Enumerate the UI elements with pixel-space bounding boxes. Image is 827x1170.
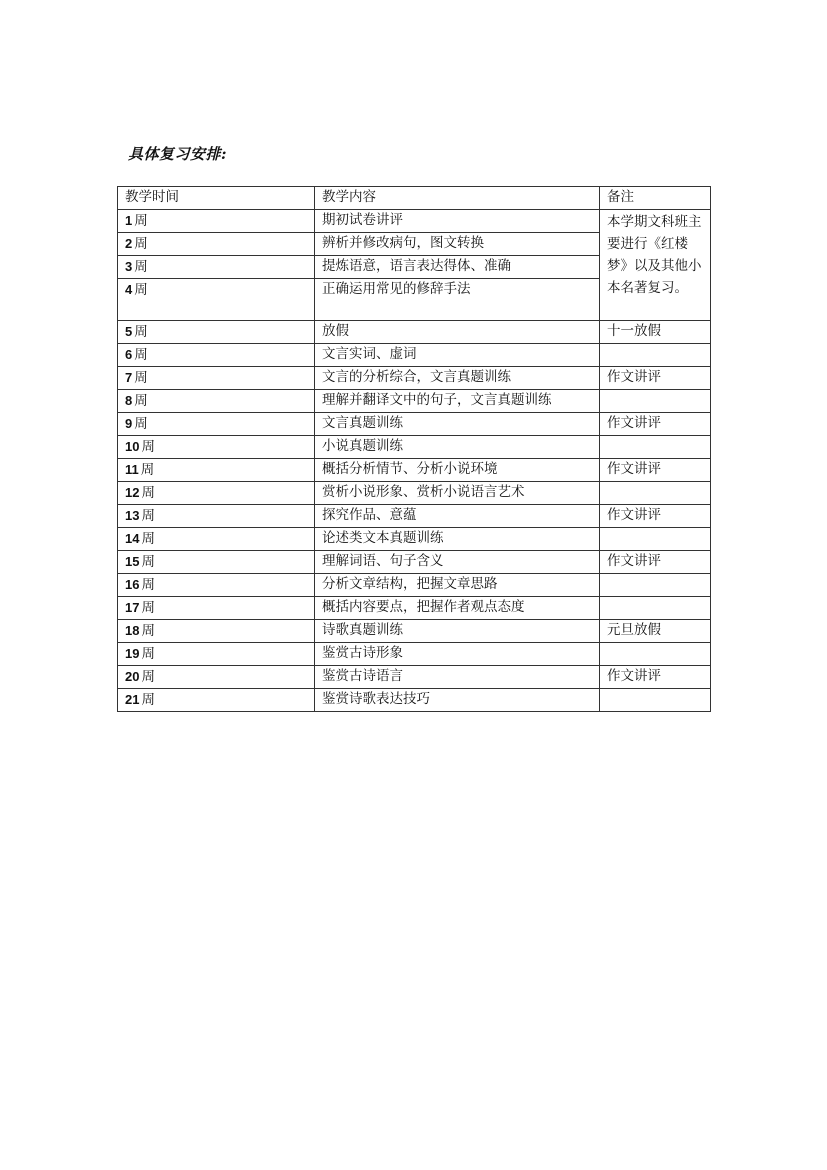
week-suffix: 周 bbox=[134, 258, 148, 275]
week-suffix: 周 bbox=[141, 507, 155, 524]
remark-cell bbox=[600, 389, 711, 412]
table-row bbox=[118, 527, 711, 550]
table-row bbox=[118, 209, 711, 232]
table-row bbox=[118, 343, 711, 366]
week-number: 21 bbox=[125, 691, 140, 707]
week-number: 8 bbox=[125, 392, 133, 408]
table-row bbox=[118, 665, 711, 688]
week-cell bbox=[118, 481, 315, 504]
week-number: 12 bbox=[125, 484, 140, 500]
week-suffix: 周 bbox=[134, 281, 148, 298]
week-suffix: 周 bbox=[141, 553, 155, 570]
week-suffix: 周 bbox=[141, 668, 155, 685]
week-number: 11 bbox=[125, 461, 139, 477]
week-number: 3 bbox=[125, 258, 133, 274]
content-cell: 鉴赏古诗语言 bbox=[315, 665, 600, 688]
remark-cell bbox=[600, 435, 711, 458]
week-cell bbox=[118, 665, 315, 688]
week-cell bbox=[118, 412, 315, 435]
content-cell: 赏析小说形象、赏析小说语言艺术 bbox=[315, 481, 600, 504]
remark-cell: 作文讲评 bbox=[600, 665, 711, 688]
week-number: 6 bbox=[125, 346, 133, 362]
content-cell: 文言的分析综合，文言真题训练 bbox=[315, 366, 600, 389]
week-cell bbox=[118, 343, 315, 366]
week-cell bbox=[118, 504, 315, 527]
week-cell bbox=[118, 458, 315, 481]
content-cell: 放假 bbox=[315, 320, 600, 343]
table-row bbox=[118, 596, 711, 619]
table-row bbox=[118, 642, 711, 665]
review-schedule-table bbox=[117, 186, 711, 712]
table-row bbox=[118, 389, 711, 412]
week-cell bbox=[118, 278, 315, 320]
week-number: 4 bbox=[125, 281, 133, 297]
table-body bbox=[118, 209, 711, 711]
table-row bbox=[118, 688, 711, 711]
page-heading: 具体复习安排: bbox=[128, 145, 228, 163]
remark-cell: 作文讲评 bbox=[600, 412, 711, 435]
week-suffix: 周 bbox=[141, 691, 155, 708]
week-suffix: 周 bbox=[141, 484, 155, 501]
content-cell: 分析文章结构，把握文章思路 bbox=[315, 573, 600, 596]
week-cell bbox=[118, 642, 315, 665]
content-cell: 辨析并修改病句，图文转换 bbox=[315, 232, 600, 255]
remark-cell: 作文讲评 bbox=[600, 504, 711, 527]
content-cell: 期初试卷讲评 bbox=[315, 209, 600, 232]
content-cell: 鉴赏诗歌表达技巧 bbox=[315, 688, 600, 711]
week-cell bbox=[118, 619, 315, 642]
week-cell bbox=[118, 596, 315, 619]
week-cell bbox=[118, 389, 315, 412]
week-cell bbox=[118, 550, 315, 573]
week-suffix: 周 bbox=[134, 346, 148, 363]
week-suffix: 周 bbox=[141, 645, 155, 662]
content-cell: 概括内容要点，把握作者观点态度 bbox=[315, 596, 600, 619]
week-cell bbox=[118, 366, 315, 389]
remark-cell: 十一放假 bbox=[600, 320, 711, 343]
content-cell: 提炼语意，语言表达得体、准确 bbox=[315, 255, 600, 278]
content-cell: 正确运用常见的修辞手法 bbox=[315, 278, 600, 320]
week-suffix: 周 bbox=[141, 599, 155, 616]
remark-cell bbox=[600, 343, 711, 366]
week-cell bbox=[118, 232, 315, 255]
week-suffix: 周 bbox=[141, 530, 155, 547]
table-row bbox=[118, 619, 711, 642]
table-row bbox=[118, 320, 711, 343]
week-number: 5 bbox=[125, 323, 133, 339]
content-cell: 诗歌真题训练 bbox=[315, 619, 600, 642]
remark-cell bbox=[600, 688, 711, 711]
week-cell bbox=[118, 435, 315, 458]
table-row bbox=[118, 573, 711, 596]
remark-cell bbox=[600, 573, 711, 596]
week-cell bbox=[118, 573, 315, 596]
table-row bbox=[118, 550, 711, 573]
remark-cell bbox=[600, 642, 711, 665]
week-suffix: 周 bbox=[134, 392, 148, 409]
table-row bbox=[118, 504, 711, 527]
content-cell: 文言真题训练 bbox=[315, 412, 600, 435]
header-remarks: 备注 bbox=[600, 187, 711, 210]
content-cell: 概括分析情节、分析小说环境 bbox=[315, 458, 600, 481]
week-suffix: 周 bbox=[134, 415, 148, 432]
week-number: 15 bbox=[125, 553, 140, 569]
week-number: 14 bbox=[125, 530, 140, 546]
table-row bbox=[118, 435, 711, 458]
content-cell: 小说真题训练 bbox=[315, 435, 600, 458]
content-cell: 论述类文本真题训练 bbox=[315, 527, 600, 550]
week-suffix: 周 bbox=[134, 235, 148, 252]
table-header-row bbox=[118, 187, 711, 210]
content-cell: 文言实词、虚词 bbox=[315, 343, 600, 366]
week-number: 19 bbox=[125, 645, 140, 661]
week-number: 10 bbox=[125, 438, 140, 454]
remark-cell: 作文讲评 bbox=[600, 458, 711, 481]
week-number: 2 bbox=[125, 235, 133, 251]
remark-cell bbox=[600, 481, 711, 504]
week-cell bbox=[118, 527, 315, 550]
week-cell bbox=[118, 320, 315, 343]
remark-cell bbox=[600, 596, 711, 619]
week-suffix: 周 bbox=[141, 576, 155, 593]
week-number: 7 bbox=[125, 369, 133, 385]
week-number: 18 bbox=[125, 622, 140, 638]
week-suffix: 周 bbox=[134, 323, 148, 340]
week-number: 16 bbox=[125, 576, 140, 592]
remark-cell bbox=[600, 527, 711, 550]
table-row bbox=[118, 366, 711, 389]
week-cell bbox=[118, 688, 315, 711]
table-row bbox=[118, 412, 711, 435]
remark-cell: 作文讲评 bbox=[600, 550, 711, 573]
week-number: 17 bbox=[125, 599, 140, 615]
table-row bbox=[118, 458, 711, 481]
week-cell bbox=[118, 255, 315, 278]
content-cell: 鉴赏古诗形象 bbox=[315, 642, 600, 665]
week-number: 1 bbox=[125, 212, 133, 228]
week-suffix: 周 bbox=[134, 369, 148, 386]
content-cell: 理解并翻译文中的句子，文言真题训练 bbox=[315, 389, 600, 412]
remark-cell: 本学期文科班主要进行《红楼梦》以及其他小本名著复习。 bbox=[600, 209, 711, 320]
week-suffix: 周 bbox=[134, 212, 148, 229]
week-cell bbox=[118, 209, 315, 232]
week-number: 9 bbox=[125, 415, 133, 431]
header-teaching-time: 教学时间 bbox=[118, 187, 315, 210]
week-number: 20 bbox=[125, 668, 140, 684]
week-suffix: 周 bbox=[141, 622, 155, 639]
week-suffix: 周 bbox=[141, 438, 155, 455]
table-row bbox=[118, 481, 711, 504]
week-suffix: 周 bbox=[140, 461, 155, 478]
remark-cell: 作文讲评 bbox=[600, 366, 711, 389]
content-cell: 探究作品、意蕴 bbox=[315, 504, 600, 527]
week-number: 13 bbox=[125, 507, 140, 523]
content-cell: 理解词语、句子含义 bbox=[315, 550, 600, 573]
remark-cell: 元旦放假 bbox=[600, 619, 711, 642]
header-teaching-content: 教学内容 bbox=[315, 187, 600, 210]
